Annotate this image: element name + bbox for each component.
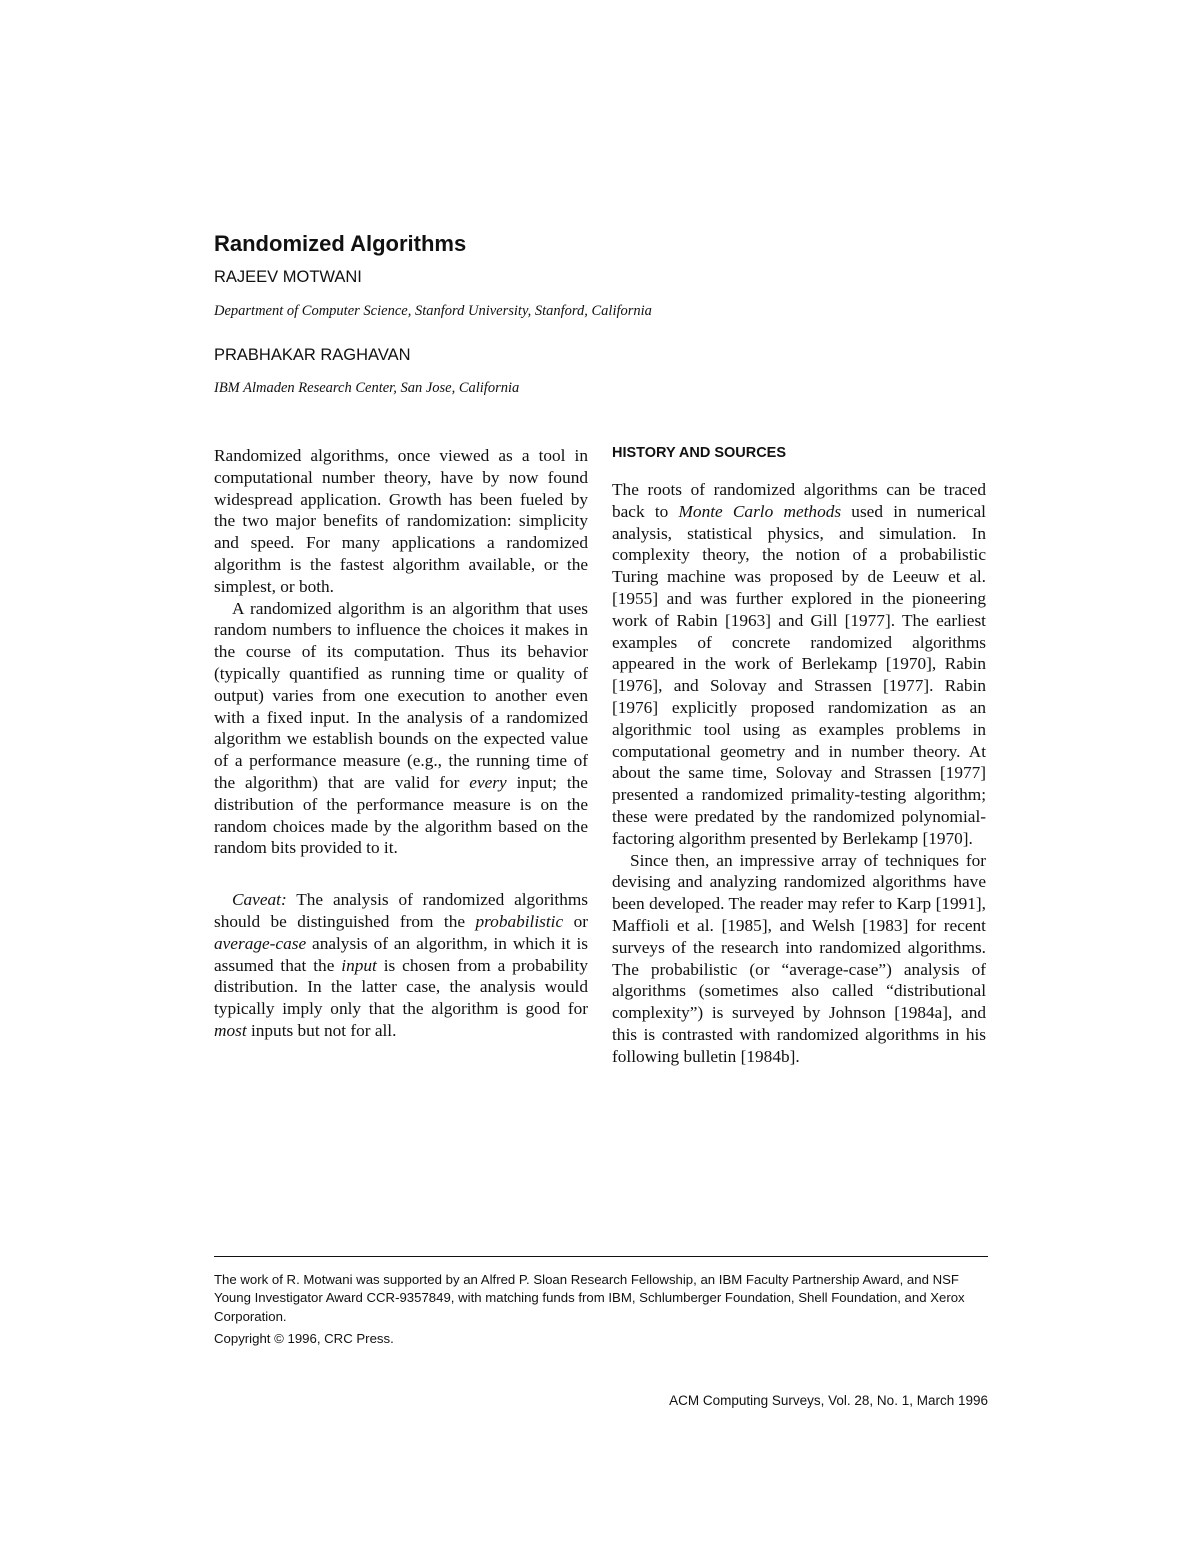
emphasis-input: input	[341, 955, 377, 975]
caveat-paragraph: Caveat: The analysis of randomized algorithms should be distinguished from the probabilistic or average-case analysis of an algorithm, in which it is assumed that the input is chosen from a probability distribution. In the latter case, the analysis would typically imply only that the algorithm is good for most inputs but not for all.	[214, 890, 588, 1040]
author-affiliation-2: IBM Almaden Research Center, San Jose, California	[214, 380, 520, 396]
caveat-label: Caveat:	[232, 890, 287, 910]
emphasis-average-case: average-case	[214, 933, 307, 953]
footnote-divider	[214, 1256, 988, 1257]
intro-paragraph: Randomized algorithms, once viewed as a tool in computational number theory, have by now found widespread application. Growth has been fueled by the two major benefits of randomization: simplicity and speed. For many applications a randomized algorithm is the fastest algorithm available, or the simplest, or both.	[214, 446, 588, 596]
author-name-2: PRABHAKAR RAGHAVAN	[214, 346, 411, 364]
history-paragraph: The roots of randomized algorithms can be traced back to Monte Carlo methods used in numerical analysis, statistical physics, and simulation. In complexity theory, the notion of a probabilistic Turing machine was proposed by de Leeuw et al. [1955] and was further explored in the pioneering work of Rabin [1963] and Gill [1977]. The earliest examples of concrete randomized algorithms appeared in the work of Berlekamp [1970], Rabin [1976], and Solovay and Strassen [1977]. Rabin [1976] explicitly proposed randomization as an algorithmic tool using as examples problems in computational geometry and in number theory. At about the same time, Solovay and Strassen [1977] presented a randomized primality-testing algorithm; these were predated by the randomized polynomial-factoring algorithm presented by Berlekamp [1970].	[612, 480, 986, 848]
emphasis-every: every	[469, 772, 507, 792]
copyright-note: Copyright © 1996, CRC Press.	[214, 1330, 394, 1346]
section-heading-history: HISTORY AND SOURCES	[612, 445, 787, 461]
author-affiliation-1: Department of Computer Science, Stanford University, Stanford, California	[214, 303, 652, 319]
author-name-1: RAJEEV MOTWANI	[214, 268, 362, 286]
definition-paragraph: A randomized algorithm is an algorithm that uses random numbers to influence the choices it makes in the course of its computation. Thus its behavior (typically quantified as running time or quality of output) varies from one execution to another even with a fixed input. In the analysis of a randomized algorithm we establish bounds on the expected value of a performance measure (e.g., the running time of the algorithm) that are valid for every input; the distribution of the performance measure is on the random choices made by the algorithm based on the random bits provided to it.	[214, 598, 588, 858]
left-column	[214, 445, 588, 1042]
footnote	[214, 1271, 988, 1348]
emphasis-most: most	[214, 1020, 247, 1040]
funding-note: The work of R. Motwani was supported by an Alfred P. Sloan Research Fellowship, an IBM Faculty Partnership Award, and NSF Young Investigator Award CCR-9357849, with matching funds from IBM, Schlumberger Foundation, Shell Foundation, and Xerox Corporation.	[214, 1272, 965, 1324]
emphasis-probabilistic: probabilistic	[475, 911, 564, 931]
journal-footer: ACM Computing Surveys, Vol. 28, No. 1, March 1996	[669, 1393, 988, 1408]
paper-title: Randomized Algorithms	[214, 231, 467, 256]
surveys-paragraph: Since then, an impressive array of techniques for devising and analyzing randomized algorithms have been developed. The reader may refer to Karp [1991], Maffioli et al. [1985], and Welsh [1983] for recent surveys of the research into randomized algorithms. The probabilistic (or “average-case”) analysis of algorithms (sometimes also called “distributional complexity”) is surveyed by Johnson [1984a], and this is contrasted with randomized algorithms in his following bulletin [1984b].	[612, 850, 986, 1066]
right-column	[612, 479, 986, 1068]
emphasis-monte-carlo: Monte Carlo methods	[678, 501, 842, 521]
